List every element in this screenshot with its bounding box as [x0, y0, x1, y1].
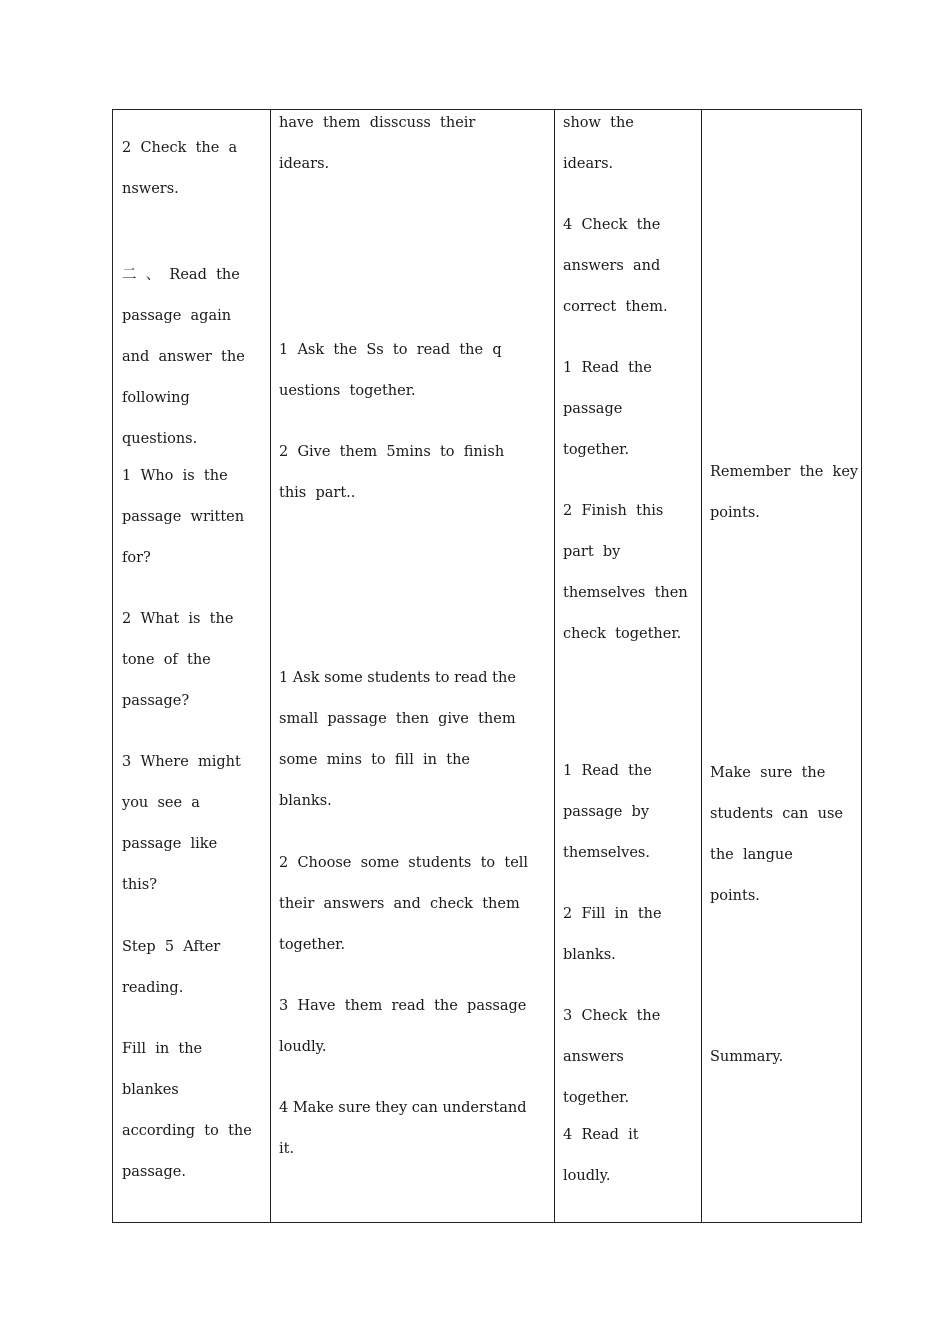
- text-line: together.: [563, 442, 630, 458]
- text-line: blanks.: [279, 793, 332, 809]
- text-line: blankes: [122, 1082, 179, 1098]
- text-line: 3 Check the: [563, 1008, 661, 1024]
- text-line: passage written: [122, 509, 245, 525]
- text-line: loudly.: [279, 1039, 327, 1055]
- col1-block-3: [122, 456, 263, 579]
- col1-block-2: [122, 255, 263, 460]
- col3-block-3: [563, 348, 694, 471]
- text-line: questions.: [122, 431, 198, 447]
- text-line: blanks.: [563, 947, 616, 963]
- text-line: 2 Choose some students to tell: [279, 855, 529, 871]
- text-line: passage again: [122, 308, 232, 324]
- col3-block-7: [563, 996, 694, 1119]
- col3-block-4: [563, 491, 694, 655]
- text-line: themselves.: [563, 845, 650, 861]
- text-line: together.: [563, 1090, 630, 1106]
- text-line: answers and: [563, 258, 661, 274]
- col4-block-3: [710, 1037, 854, 1078]
- text-line: passage by: [563, 804, 650, 820]
- text-line: 3 Where might: [122, 754, 241, 770]
- text-line: show the: [563, 115, 634, 131]
- text-line: 1 Who is the: [122, 468, 228, 484]
- text-line: this?: [122, 877, 158, 893]
- text-line: 2 What is the: [122, 611, 234, 627]
- text-line: part by: [563, 544, 621, 560]
- text-line: small passage then give them: [279, 711, 516, 727]
- text-line: some mins to fill in the: [279, 752, 470, 768]
- col4-block-2: [710, 753, 854, 917]
- text-line: 1 Read the: [563, 360, 652, 376]
- text-line: points.: [710, 888, 760, 904]
- text-line: 1 Ask some students to read the: [279, 670, 516, 686]
- text-line: Make sure the: [710, 765, 826, 781]
- text-line: reading.: [122, 980, 184, 996]
- text-line: points.: [710, 505, 760, 521]
- text-line: uestions together.: [279, 383, 416, 399]
- text-line: 4 Read it: [563, 1127, 639, 1143]
- text-line: have them disscuss their: [279, 115, 476, 131]
- text-line: and answer the: [122, 349, 245, 365]
- text-line: 二 、 Read the: [122, 267, 240, 283]
- text-line: answers: [563, 1049, 624, 1065]
- text-line: themselves then: [563, 585, 688, 601]
- column-1-cell: [113, 110, 270, 1222]
- text-line: passage?: [122, 693, 190, 709]
- text-line: correct them.: [563, 299, 668, 315]
- col1-block-4: [122, 599, 263, 722]
- col1-block-5: [122, 742, 263, 906]
- col1-block-1: [122, 128, 263, 210]
- text-line: 2 Fill in the: [563, 906, 662, 922]
- text-line: passage like: [122, 836, 218, 852]
- text-line: 1 Ask the Ss to read the q: [279, 342, 502, 358]
- col4-block-1: [710, 452, 859, 534]
- text-line: Remember the key: [710, 464, 859, 480]
- col2-block-5: [279, 843, 546, 966]
- col1-block-7: [122, 1029, 263, 1193]
- text-line: the langue: [710, 847, 793, 863]
- col2-block-2: [279, 330, 546, 412]
- text-line: Fill in the: [122, 1041, 203, 1057]
- col3-block-6: [563, 894, 694, 976]
- text-line: their answers and check them: [279, 896, 520, 912]
- col3-block-5: [563, 751, 694, 874]
- text-line: 2 Check the a: [122, 140, 238, 156]
- text-line: following: [122, 390, 190, 406]
- text-line: Step 5 After: [122, 939, 221, 955]
- text-line: 1 Read the: [563, 763, 652, 779]
- text-line: idears.: [279, 156, 330, 172]
- text-line: 2 Give them 5mins to finish: [279, 444, 505, 460]
- col2-block-3: [279, 432, 546, 514]
- text-line: 4 Make sure they can understand: [279, 1100, 527, 1116]
- text-line: idears.: [563, 156, 614, 172]
- text-line: according to the: [122, 1123, 252, 1139]
- text-line: Summary.: [710, 1049, 784, 1065]
- lesson-plan-table: [112, 109, 862, 1223]
- column-4-cell: [701, 110, 861, 1222]
- text-line: passage: [563, 401, 623, 417]
- text-line: 2 Finish this: [563, 503, 664, 519]
- text-line: 4 Check the: [563, 217, 661, 233]
- column-2-cell: [270, 110, 554, 1222]
- text-line: it.: [279, 1141, 295, 1157]
- col1-block-6: [122, 927, 263, 1009]
- col2-block-7: [279, 1088, 546, 1170]
- text-line: passage.: [122, 1164, 186, 1180]
- text-line: this part..: [279, 485, 356, 501]
- col3-block-8: [563, 1115, 694, 1197]
- text-line: students can use: [710, 806, 843, 822]
- text-line: you see a: [122, 795, 200, 811]
- text-line: nswers.: [122, 181, 179, 197]
- col2-block-6: [279, 986, 546, 1068]
- text-line: check together.: [563, 626, 682, 642]
- text-line: 3 Have them read the passage: [279, 998, 527, 1014]
- column-3-cell: [554, 110, 701, 1222]
- text-line: for?: [122, 550, 151, 566]
- col3-block-2: [563, 205, 694, 328]
- text-line: loudly.: [563, 1168, 611, 1184]
- text-line: together.: [279, 937, 346, 953]
- col2-block-4: [279, 658, 546, 822]
- text-line: tone of the: [122, 652, 211, 668]
- col2-block-1: [279, 103, 546, 185]
- col3-block-1: [563, 103, 694, 185]
